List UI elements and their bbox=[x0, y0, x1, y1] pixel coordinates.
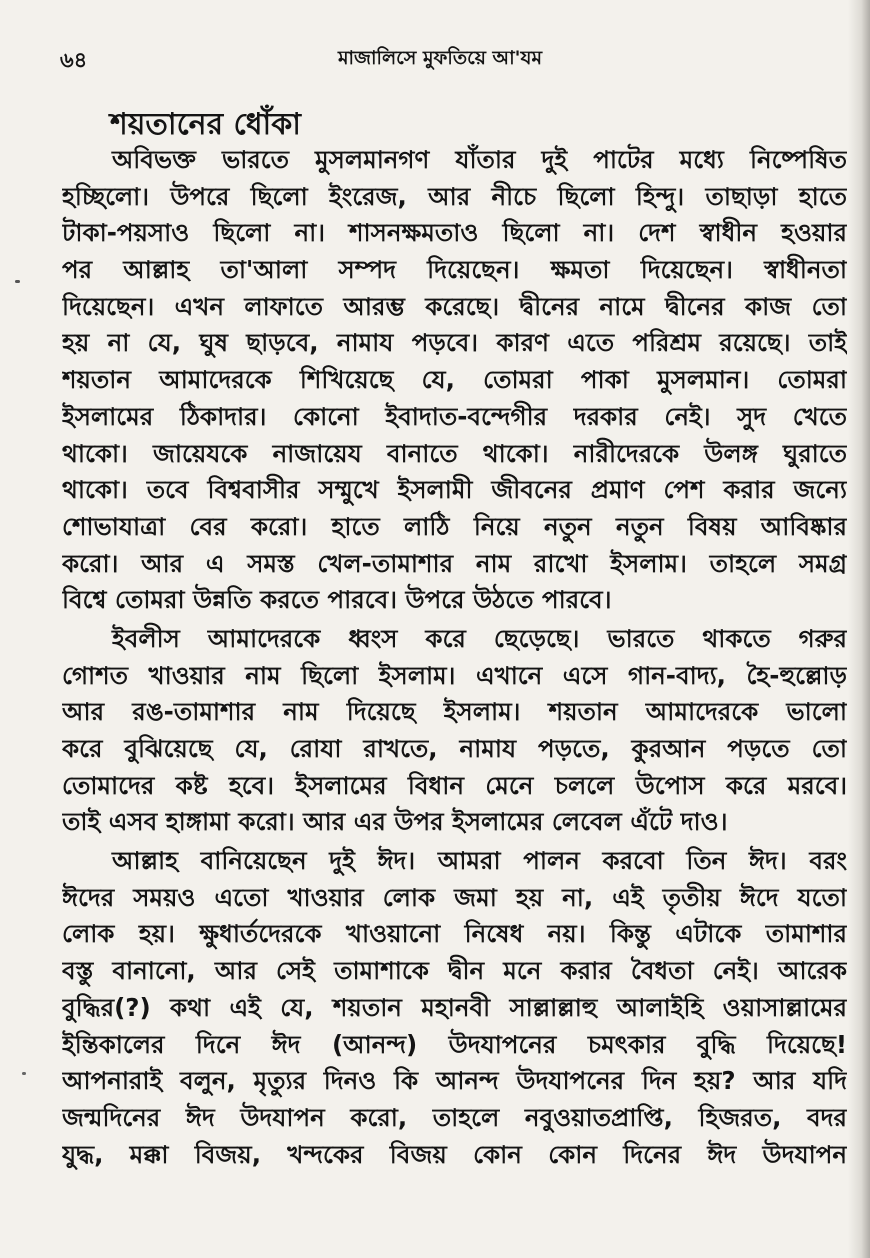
text-line: লোক হয়। ক্ষুধার্তদেরকে খাওয়ানো নিষেধ নয়। কিন্তু এটাকে তামাশার bbox=[62, 919, 847, 949]
text-line: করো। আর এ সমস্ত খেল-তামাশার নাম রাখো ইসলাম। তাহলে সমগ্র bbox=[62, 548, 847, 578]
running-title: মাজালিসে মুফতিয়ে আ'যম bbox=[337, 47, 542, 69]
page-number: ৬৪ bbox=[60, 48, 88, 72]
paragraph bbox=[62, 621, 847, 841]
text-line: যুদ্ধ, মক্কা বিজয়, খন্দকের বিজয় কোন কোন দিনের ঈদ উদযাপন bbox=[62, 1139, 847, 1169]
text-line: বুদ্ধির(?) কথা এই যে, শয়তান মহানবী সাল্লাল্লাহু আলাইহি ওয়াসাল্লামের bbox=[62, 992, 847, 1022]
stray-ink-mark bbox=[22, 1072, 26, 1075]
text-line: জন্মদিনের ঈদ উদযাপন করো, তাহলে নবুওয়াতপ্রাপ্তি, হিজরত, বদর bbox=[62, 1102, 847, 1132]
page-header bbox=[60, 44, 820, 74]
stray-ink-mark bbox=[15, 280, 20, 283]
text-line: পর আল্লাহ তা'আলা সম্পদ দিয়েছেন। ক্ষমতা দিয়েছেন। স্বাধীনতা bbox=[62, 255, 847, 285]
text-line: আপনারাই বলুন, মৃত্যুর দিনও কি আনন্দ উদযাপনের দিন হয়? আর যদি bbox=[62, 1066, 847, 1096]
text-line: গোশত খাওয়ার নাম ছিলো ইসলাম। এখানে এসে গান-বাদ্য, হৈ-হুল্লোড় bbox=[62, 660, 847, 690]
text-line: করে বুঝিয়েছে যে, রোযা রাখতে, নামায পড়তে, কুরআন পড়তে তো bbox=[62, 734, 847, 763]
text-line: থাকো। জায়েযকে নাজায়েয বানাতে থাকো। নারীদেরকে উলঙ্গ ঘুরাতে bbox=[62, 438, 847, 468]
page-gutter-shadow bbox=[848, 0, 870, 1258]
text-line: থাকো। তবে বিশ্ববাসীর সম্মুখে ইসলামী জীবনের প্রমাণ পেশ করার জন্যে bbox=[62, 475, 847, 505]
text-line: তোমাদের কষ্ট হবে। ইসলামের বিধান মেনে চললে উপোস করে মরবে। bbox=[62, 770, 847, 800]
section-heading: শয়তানের ধোঁকা bbox=[110, 107, 301, 142]
text-line: টাকা-পয়সাও ছিলো না। শাসনক্ষমতাও ছিলো না। দেশ স্বাধীন হওয়ার bbox=[62, 218, 847, 248]
body-text bbox=[62, 142, 847, 1175]
text-line: ইবলীস আমাদেরকে ধ্বংস করে ছেড়েছে। ভারতে থাকতে গরুর bbox=[112, 623, 847, 653]
text-line: ইন্তিকালের দিনে ঈদ (আনন্দ) উদযাপনের চমৎকার বুদ্ধি দিয়েছে! bbox=[62, 1029, 847, 1059]
text-line: বস্তু বানানো, আর সেই তামাশাকে দ্বীন মনে করার বৈধতা নেই। আরেক bbox=[62, 956, 847, 986]
text-line: অবিভক্ত ভারতে মুসলমানগণ যাঁতার দুই পাটের মধ্যে নিষ্পেষিত bbox=[112, 145, 847, 174]
text-line: ইসলামের ঠিকাদার। কোনো ইবাদাত-বন্দেগীর দরকার নেই। সুদ খেতে bbox=[62, 401, 847, 431]
text-line: আর রঙ-তামাশার নাম দিয়েছে ইসলাম। শয়তান আমাদেরকে ভালো bbox=[62, 697, 847, 727]
text-line: আল্লাহ বানিয়েছেন দুই ঈদ। আমরা পালন করবো তিন ঈদ। বরং bbox=[112, 846, 847, 876]
paragraph bbox=[62, 843, 847, 1173]
text-line: হচ্ছিলো। উপরে ছিলো ইংরেজ, আর নীচে ছিলো হিন্দু। তাছাড়া হাতে bbox=[62, 181, 847, 211]
text-line: দিয়েছেন। এখন লাফাতে আরম্ভ করেছে। দ্বীনের নামে দ্বীনের কাজ তো bbox=[62, 291, 847, 321]
text-line: হয় না যে, ঘুষ ছাড়বে, নামায পড়বে। কারণ এতে পরিশ্রম রয়েছে। তাই bbox=[62, 328, 847, 358]
text-line: তাই এসব হাঙ্গামা করো। আর এর উপর ইসলামের লেবেল এঁটে দাও। bbox=[62, 807, 728, 837]
text-line: বিশ্বে তোমরা উন্নতি করতে পারবে। উপরে উঠতে পারবে। bbox=[62, 585, 612, 615]
text-line: ঈদের সময়ও এতো খাওয়ার লোক জমা হয় না, এই তৃতীয় ঈদে যতো bbox=[62, 882, 847, 912]
paragraph bbox=[62, 142, 847, 619]
text-line: শোভাযাত্রা বের করো। হাতে লাঠি নিয়ে নতুন নতুন বিষয় আবিষ্কার bbox=[62, 511, 847, 541]
text-line: শয়তান আমাদেরকে শিখিয়েছে যে, তোমরা পাকা মুসলমান। তোমরা bbox=[62, 365, 847, 395]
